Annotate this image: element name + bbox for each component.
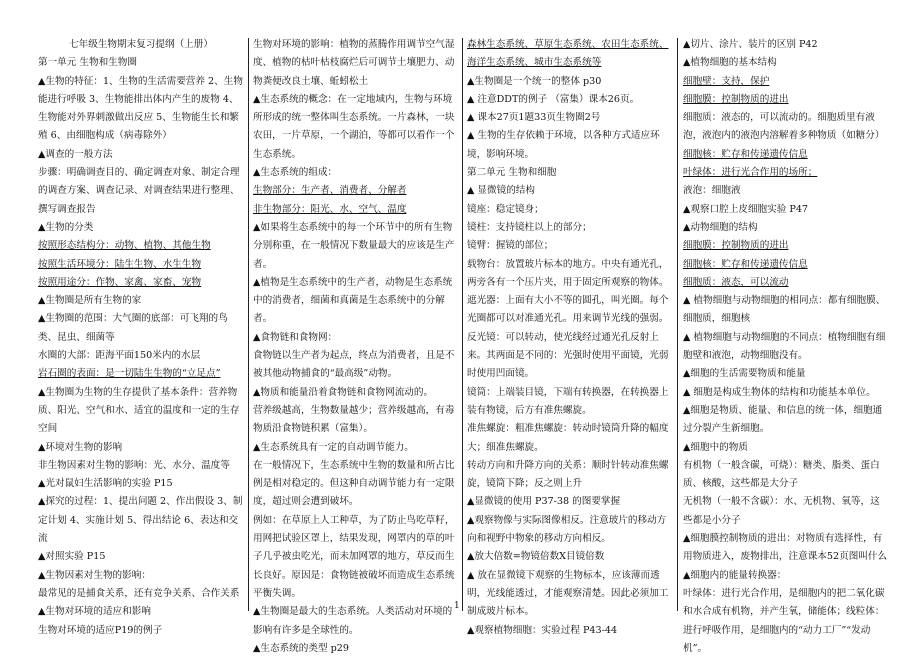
text-line: ▲细胞膜控制物质的进出：对物质有选择性，有用物质进入，废物排出，注意课本52页图叫什么 [683,533,888,563]
text-line: ▲生物圈是一个统一的整体 p30 [467,75,602,87]
text-line: 细胞膜：控制物质的进出 [683,93,789,105]
text-line: 七年级生物期末复习提纲（上册） [69,39,213,50]
text-line: 镜筒：上端装目镜，下端有转换器，在转换器上装有物镜，后方有准焦螺旋。 [467,386,669,416]
text-line: 例如：在草原上人工种草，为了防止鸟吃草籽，用网把试验区罩上，结果发现，网罩内的草的叶子几乎被虫吃光，而未加网罩的地方，草反而生长良好。原因是：食物链被破坏而造成生态系统平衡失调。 [253,514,455,599]
text-line: 载物台：放置玻片标本的地方。中央有通光孔，两旁各有一个压片夹，用于固定所观察的物体。 [467,258,669,288]
text-column-2 [253,36,459,658]
text-line: ▲如果将生态系统中的每一个环节中的所有生物分别称重，在一般情况下数量最大的应该是生产者。 [253,221,455,270]
text-line: 岩石圈的表面：是一切陆生生物的“立足点” [38,368,221,380]
text-line: 生物对环境的适应P19的例子 [38,624,163,636]
text-line: 细胞质：液态的，可以流动的。细胞质里有液泡，液泡内的液泡内溶解着多种物质（如糖分） [683,112,885,142]
text-line: 反光镜：可以转动，使光线经过通光孔反射上来。其两面是不同的：光强时使用平面镜，光弱时使用凹面镜。 [467,331,669,380]
text-line: ▲ 课本27页1题33页生物圈2号 [467,112,601,124]
text-line: ▲生态系统的概念：在一定地域内，生物与环境所形成的统一整体叫生态系统。一片森林，一块农田，一片草原，一个湖泊，等都可以看作一个生态系统。 [253,93,455,160]
text-column-3 [467,36,673,640]
text-line: ▲ 细胞是构成生物体的结构和功能基本单位。 [683,386,876,398]
text-line: ▲ 植物细胞与动物细胞的相同点：都有细胞膜、细胞质，细胞核 [683,295,886,325]
text-line: ▲调查的一般方法 [38,148,113,160]
text-line: 细胞核：贮存和传递遗传信息 [683,258,808,270]
text-line: ▲生物圈的范围：大气圈的底部：可飞翔的鸟类、昆虫、细菌等 [38,313,228,343]
text-line: 最常见的是捕食关系，还有竞争关系、合作关系 [38,587,240,599]
column-divider [677,38,678,611]
text-line: 镜座：稳定镜身； [467,203,544,215]
text-line: ▲植物细胞的基本结构 [683,57,777,69]
text-line: 液泡：细胞液 [683,185,741,197]
text-line: ▲观察口腔上皮细胞实验 P47 [683,203,809,215]
text-line: ▲观察物像与实际图像相反。注意玻片的移动方向和视野中物象的移动方向相反。 [467,514,667,545]
text-line: ▲生物对环境的适应和影响 [38,606,151,618]
text-line: ▲生物因素对生物的影响： [38,569,151,581]
text-line: 镜柱：支持镜柱以上的部分； [467,221,592,233]
text-line: 无机物（一般不含碳）：水、无机物、氧等，这些都是小分子 [683,496,880,526]
text-line: 叶绿体：进行光合作用的场所； [683,167,818,179]
text-line: ▲生物的分类 [38,221,94,233]
text-line: 遮光器：上面有大小不等的圆孔，叫光圈。每个光圈都可以对准通光孔。用来调节光线的强弱。 [467,295,669,325]
text-line: ▲光对鼠妇生活影响的实验 P15 [38,478,173,490]
text-line: ▲生物圈是最大的生态系统。人类活动对环境的影响有许多是全球性的。 [253,606,453,636]
text-line: ▲切片、涂片、装片的区别 P42 [683,39,818,50]
text-line: ▲显微镜的使用 P37-38 的图要掌握 [467,496,621,508]
text-line: 营养级越高，生物数量越少；营养级越高，有毒物质沿食物链积累（富集）。 [253,404,455,435]
text-line: ▲物质和能量沿着食物链和食物网流动的。 [253,386,434,398]
text-line: 生物对环境的影响：植物的蒸腾作用调节空气湿度、植物的枯叶枯枝腐烂后可调节土壤肥力、动物粪便改良土壤、蚯蚓松土 [253,39,455,87]
text-line: 在一般情况下，生态系统中生物的数量和所占比例是相对稳定的。但这种自动调节能力有一定限度，超过则会遭到破坏。 [253,459,455,508]
text-line: ▲生态系统的组成： [253,167,338,179]
text-line: ▲探究的过程：1、提出问题 2、作出假设 3、制定计划 4、实施计划 5、得出结论 6、表达和交流 [38,496,243,545]
text-line: ▲ 注意DDT的例子 （富集）课本26页。 [467,93,640,105]
text-line: ▲生物圈为生物的生存提供了基本条件：营养物质、阳光、空气和水、适宜的温度和一定的生存空间 [38,386,240,435]
text-line: ▲环境对生物的影响 [38,441,123,453]
text-line: 按照生活环境分：陆生生物、水生生物 [38,258,202,270]
column-divider [462,38,463,611]
text-line: ▲ 放在显微镜下观察的生物标本，应该薄而透明，光线能透过，才能观察清楚。因此必须加工制成玻片标本。 [467,569,669,618]
text-line: 森林生态系统、草原生态系统、农田生态系统、海洋生态系统、城市生态系统等 [467,39,669,69]
text-line: ▲放大倍数=物镜倍数X目镜倍数 [467,551,605,563]
text-line: ▲食物链和食物网： [253,331,338,343]
text-line: 细胞核：贮存和传递遗传信息 [683,148,808,160]
text-line: 细胞膜：控制物质的进出 [683,240,789,252]
text-line: ▲生物圈是所有生物的家 [38,295,142,307]
page-number: 1 [454,601,460,611]
text-line: ▲观察植物细胞：实验过程 P43-44 [467,624,618,636]
text-column-4 [683,36,889,658]
text-line: ▲细胞中的物质 [683,441,748,453]
text-line: 第一单元 生物和生物圈 [38,57,137,69]
text-line: ▲ 植物细胞与动物细胞的不同点：植物细胞有细胞壁和液泡，动物细胞没有。 [683,331,886,362]
text-column-1 [38,36,244,640]
text-line: 按照用途分：作物、家禽、家畜、宠物 [38,276,202,288]
text-line: ▲动物细胞的结构 [683,221,758,233]
text-line: ▲生态系统具有一定的自动调节能力。 [253,441,414,453]
text-line: ▲生物的特征：1、生物的生活需要营养 2、生物能进行呼吸 3、生物能排出体内产生的废物 4、生物能对外界刺激做出反应 5、生物能生长和繁殖 6、由细胞构成（病毒除外） [38,75,243,142]
text-line: 有机物（一般含碳，可烧）：糖类、脂类、蛋白质、核酸，这些都是大分子 [683,459,880,490]
text-line: ▲ 显微镜的结构 [467,185,535,197]
text-line: 非生物因素对生物的影响：光、水分、温度等 [38,459,230,471]
text-line: 生物部分：生产者、消费者、分解者 [253,185,407,197]
text-line: 水圈的大部：距海平面150米内的水层 [38,350,201,362]
text-line: ▲生态系统的类型 p29 [253,642,349,654]
text-line: ▲细胞内的能量转换器： [683,569,787,581]
text-line: 细胞壁：支持，保护 [683,75,770,87]
text-line: 步骤：明确调查目的、确定调查对象、制定合理的调查方案、调查记录、对调查结果进行整理、撰写调查报告 [38,167,240,215]
text-line: 细胞质：液态，可以流动 [683,276,789,288]
text-line: 非生物部分：阳光、水、空气、温度 [253,203,407,215]
text-line: 镜臂：握镜的部位； [467,240,554,252]
text-line: 转动方向和升降方向的关系：顺时针转动准焦螺旋，镜筒下降；反之则上升 [467,459,669,490]
text-line: ▲细胞是物质、能量、和信息的统一体，细胞通过分裂产生新细胞。 [683,404,883,435]
text-line: 第二单元 生物和细胞 [467,167,557,179]
text-line: ▲植物是生态系统中的生产者，动物是生态系统中的消费者，细菌和真菌是生态系统中的分解者。 [253,276,453,325]
text-line: 按照形态结构分：动物、植物、其他生物 [38,240,211,252]
text-line: 准焦螺旋：粗准焦螺旋：转动时镜筒升降的幅度大；细准焦螺旋。 [467,423,669,453]
column-divider [248,38,249,611]
text-line: ▲ 生物的生存依赖于环境，以各种方式适应环境，影响环境。 [467,130,660,160]
text-line: ▲细胞的生活需要物质和能量 [683,368,806,380]
text-line: 食物链以生产者为起点，终点为消费者，且是不被其他动物捕食的“最高级”动物。 [253,350,455,380]
text-line: 叶绿体：进行光合作用，是细胞内的把二氧化碳和水合成有机物，并产生氧，储能体；线粒体：进行呼吸作用，是细胞内的“动力工厂”“发动机”。 [683,587,885,654]
text-line: ▲对照实验 P15 [38,551,106,563]
